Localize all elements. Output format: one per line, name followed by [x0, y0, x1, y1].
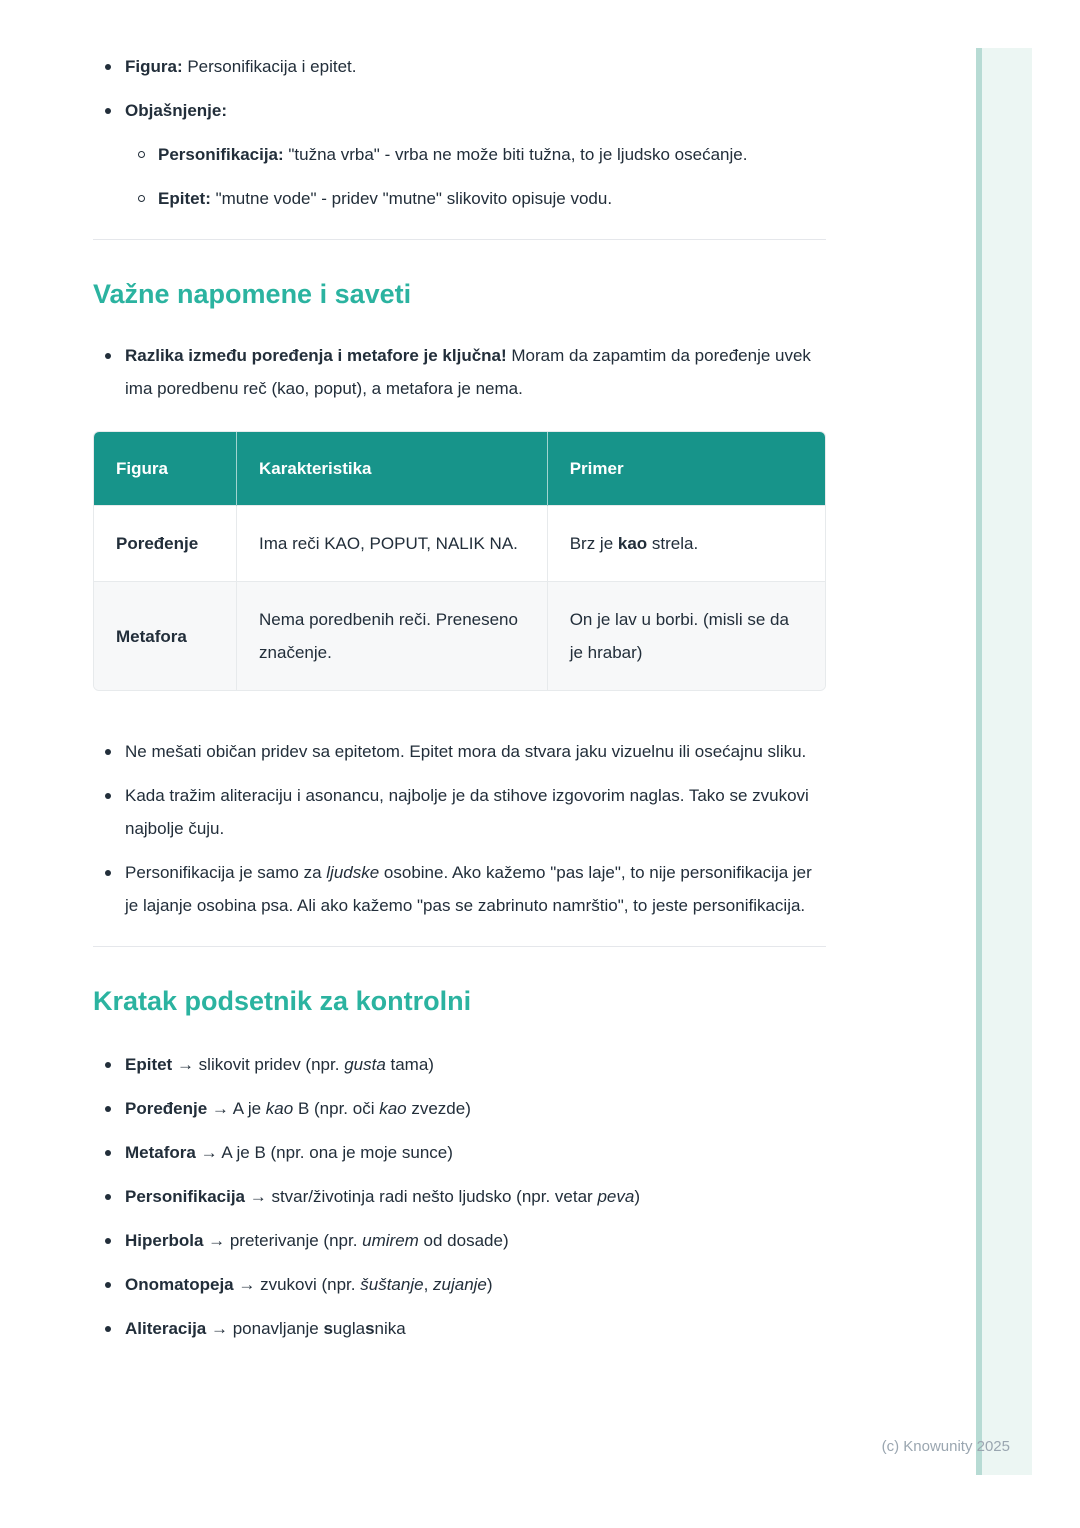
reminder-list: [93, 1048, 826, 1345]
bullet-dot-icon: [105, 108, 111, 114]
list-item-text: Ne mešati običan pridev sa epitetom. Epitet mora da stvara jaku vizuelnu ili osećajnu sliku.: [125, 742, 807, 761]
list-item-text: Kada tražim aliteraciju i asonancu, najbolje je da stihove izgovorim naglas. Tako se zvukovi najbolje čuju.: [125, 786, 809, 838]
bullet-dot-icon: [105, 1106, 111, 1112]
table-header-row: [94, 432, 825, 506]
copyright-watermark: (c) Knowunity 2025: [881, 1438, 1010, 1455]
list-item-aliteracija-savet: [93, 779, 826, 845]
sublist-item-personifikacija: [93, 138, 826, 171]
list-item-text: Epitet → slikovit pridev (npr. gusta tama): [125, 1055, 434, 1074]
list-item-razlika: [93, 339, 826, 405]
list-item-metafora: [93, 1136, 826, 1169]
notes-intro-list: [93, 339, 826, 405]
cell-figura: Poređenje: [94, 506, 237, 582]
table-header-figura: Figura: [94, 432, 237, 506]
table-row-poredjenje: [94, 506, 825, 582]
list-item-text: Personifikacija je samo za ljudske osobine. Ako kažemo "pas laje", to nije personifikacija jer je lajanje osobina psa. Ali ako kažemo "pas se zabrinuto namrštio", to jeste personifikacija.: [125, 863, 812, 915]
list-item-hiperbola: [93, 1224, 826, 1257]
bullet-dot-icon: [105, 870, 111, 876]
list-item-text: Razlika između poređenja i metafore je ključna! Moram da zapamtim da poređenje uvek ima poredbenu reč (kao, poput), a metafora je nema.: [125, 346, 811, 398]
bullet-dot-icon: [105, 1238, 111, 1244]
bullet-dot-icon: [105, 1150, 111, 1156]
list-item-poredjenje: [93, 1092, 826, 1125]
bullet-dot-icon: [105, 1326, 111, 1332]
bullet-dot-icon: [105, 64, 111, 70]
list-item-onomatopeja: [93, 1268, 826, 1301]
list-item-epitet: [93, 1048, 826, 1081]
list-item-figura: [93, 50, 826, 83]
bullet-dot-icon: [105, 353, 111, 359]
notes-list: [93, 735, 826, 922]
bullet-dot-icon: [105, 749, 111, 755]
right-accent-bar: [976, 48, 1032, 1475]
bullet-dot-icon: [105, 793, 111, 799]
figures-table: [94, 432, 825, 690]
list-item-text: Hiperbola → preterivanje (npr. umirem od dosade): [125, 1231, 509, 1250]
cell-karakteristika: Nema poredbenih reči. Preneseno značenje.: [237, 582, 548, 691]
figures-table-wrapper: [93, 431, 826, 691]
table-header-karakteristika: Karakteristika: [237, 432, 548, 506]
cell-karakteristika: Ima reči KAO, POPUT, NALIK NA.: [237, 506, 548, 582]
table-header-primer: Primer: [547, 432, 825, 506]
cell-figura: Metafora: [94, 582, 237, 691]
section-title-reminder: Kratak podsetnik za kontrolni: [93, 986, 472, 1016]
list-item-personifikacija: [93, 1180, 826, 1213]
list-item-text: Personifikacija → stvar/životinja radi nešto ljudsko (npr. vetar peva): [125, 1187, 640, 1206]
bullet-circle-icon: [138, 151, 145, 158]
list-item-ne-mesati: [93, 735, 826, 768]
bullet-circle-icon: [138, 195, 145, 202]
list-item-aliteracija: [93, 1312, 826, 1345]
bullet-dot-icon: [105, 1282, 111, 1288]
list-item-text: Poređenje → A je kao B (npr. oči kao zvezde): [125, 1099, 471, 1118]
table-header: [94, 432, 825, 506]
list-item-text: Objašnjenje:: [125, 101, 228, 120]
list-item-text: Personifikacija: "tužna vrba" - vrba ne može biti tužna, to je ljudsko osećanje.: [158, 145, 748, 164]
sublist-item-epitet: [93, 182, 826, 215]
cell-primer: Brz je kao strela.: [547, 506, 825, 582]
table-row-metafora: [94, 582, 825, 691]
section-divider: [93, 946, 826, 947]
list-item-text: Metafora → A je B (npr. ona je moje sunce): [125, 1143, 453, 1162]
list-item-text: Onomatopeja → zvukovi (npr. šuštanje, zujanje): [125, 1275, 493, 1294]
bullet-dot-icon: [105, 1194, 111, 1200]
bullet-dot-icon: [105, 1062, 111, 1068]
cell-primer: On je lav u borbi. (misli se da je hrabar): [547, 582, 825, 691]
list-item-text: Figura: Personifikacija i epitet.: [125, 57, 357, 76]
list-item-text: Aliteracija → ponavljanje suglasnika: [125, 1319, 406, 1338]
list-item-objasnjenje: [93, 94, 826, 127]
intro-list: [93, 50, 826, 215]
list-item-personifikacija-savet: [93, 856, 826, 922]
document-content: [93, 50, 826, 1356]
section-title-notes: Važne napomene i saveti: [93, 279, 412, 309]
list-item-text: Epitet: "mutne vode" - pridev "mutne" slikovito opisuje vodu.: [158, 189, 613, 208]
section-divider: [93, 239, 826, 240]
table-body: [94, 506, 825, 691]
